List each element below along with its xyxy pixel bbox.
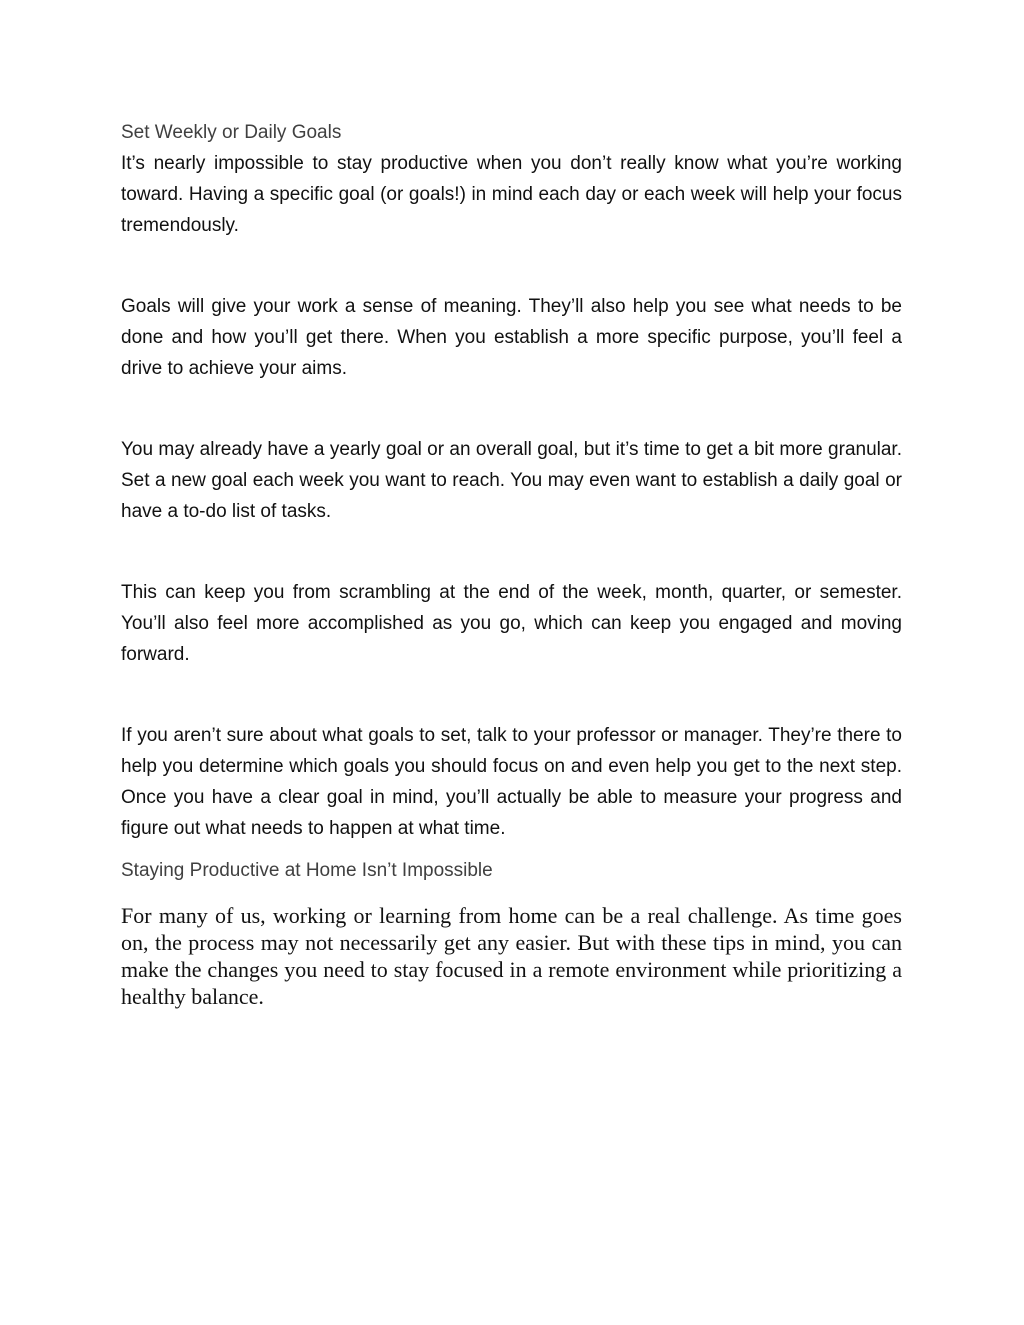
paragraph-3: You may already have a yearly goal or an overall goal, but it’s time to get a bit more granular. Set a new goal each week you want to reach. You may even want to establish a daily goal or have a to-do list of tasks.	[121, 439, 902, 522]
paragraph-spacer	[121, 384, 902, 434]
document-page	[121, 118, 902, 1010]
paragraph-4: This can keep you from scrambling at the end of the week, month, quarter, or semester. You’ll also feel more accomplished as you go, which can keep you engaged and moving forward.	[121, 582, 902, 665]
paragraph-spacer	[121, 670, 902, 720]
section-heading-goals: Set Weekly or Daily Goals	[121, 122, 342, 143]
paragraph-spacer	[121, 241, 902, 291]
section-heading-conclusion: Staying Productive at Home Isn’t Impossible	[121, 860, 493, 881]
closing-paragraph: For many of us, working or learning from home can be a real challenge. As time goes on, the process may not necessarily get any easier. But with these tips in mind, you can make the changes you need to stay focused in a remote environment while prioritizing a healthy balance.	[121, 903, 902, 1009]
paragraph-5: If you aren’t sure about what goals to set, talk to your professor or manager. They’re there to help you determine which goals you should focus on and even help you get to the next step. Once you have a clear goal in mind, you’ll actually be able to measure your progress and figure out what needs to happen at what time.	[121, 725, 902, 839]
paragraph-2: Goals will give your work a sense of meaning. They’ll also help you see what needs to be done and how you’ll get there. When you establish a more specific purpose, you’ll feel a drive to achieve your aims.	[121, 296, 902, 379]
paragraph-1: It’s nearly impossible to stay productive when you don’t really know what you’re working toward. Having a specific goal (or goals!) in mind each day or each week will help your focus tremendously.	[121, 153, 902, 236]
paragraph-spacer	[121, 527, 902, 577]
